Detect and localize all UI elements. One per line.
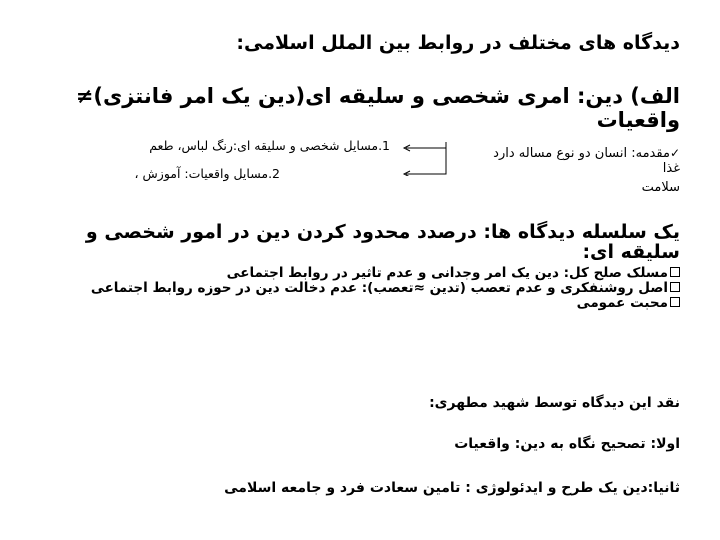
intro-tail: غذا	[662, 161, 680, 176]
square-bullet-icon	[670, 297, 680, 307]
issue-item-2: 2.مسایل واقعیات: آموزش ،	[134, 166, 280, 181]
critique-heading: نقد این دیدگاه توسط شهید مطهری:	[429, 395, 680, 411]
section-a-heading: الف) دین: امری شخصی و سلیقه ای(دین یک امر فانتزی)≠ واقعیات	[75, 84, 680, 132]
section-b-heading: یک سلسله دیدگاه ها: درصدد محدود کردن دین در امور شخصی و سلیقه ای:	[85, 221, 680, 263]
second-point: ثانیا:دین یک طرح و ایدئولوژی : تامین سعادت فرد و جامعه اسلامی	[224, 480, 680, 496]
check-icon: ✓	[669, 146, 680, 160]
health-text: سلامت	[641, 180, 680, 195]
square-bullet-icon	[670, 282, 680, 292]
bracket-arrows	[400, 140, 450, 176]
slide-title: دیدگاه های مختلف در روابط بین الملل اسلامی:	[236, 32, 680, 54]
bullet-item: محبت عمومی	[15, 296, 680, 311]
bullet-item: اصل روشنفکری و عدم تعصب (تدین ≈تعصب): عدم دخالت دین در حوزه روابط اجتماعی	[15, 281, 680, 296]
square-bullet-icon	[670, 267, 680, 277]
bullet-list	[15, 266, 680, 311]
intro-label: مقدمه: انسان دو نوع مساله دارد	[493, 146, 670, 161]
issue-item-1: 1.مسایل شخصی و سلیقه ای:رنگ لباس، طعم	[149, 138, 390, 153]
bullet-item: مسلک صلح کل: دین یک امر وجدانی و عدم تاثیر در روابط اجتماعی	[15, 266, 680, 281]
first-point: اولا: تصحیح نگاه به دین: واقعیات	[454, 436, 680, 452]
